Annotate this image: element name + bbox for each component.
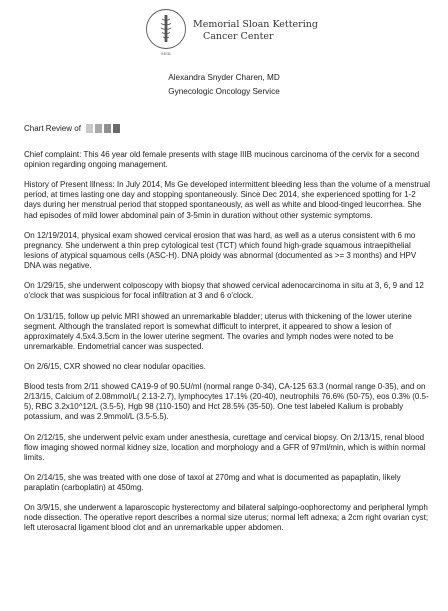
paragraph-mri: On 1/31/15, follow up pelvic MRI showed an unremarkable bladder; uterus with thickening of the lower uterine segment. Although the translated report is somewhat difficult to interpret, it appeared to show a lesion of approximately 4.5x4.3.5cm in the lower uterine segment. The ovaries and lymph nodes were noted to be unremarkable. Endometrial cancer was suspected.	[24, 311, 412, 351]
org-name	[193, 19, 318, 43]
author-name: Alexandra Snyder Charen, MD	[168, 73, 280, 82]
redaction-block	[95, 124, 102, 133]
logo-text: MSK	[161, 51, 171, 56]
msk-logo-icon	[145, 8, 187, 58]
redaction-block	[113, 124, 120, 133]
paragraph-cxr: On 2/6/15, CXR showed no clear nodular opacities.	[24, 361, 206, 371]
service-name: Gynecologic Oncology Service	[168, 87, 280, 96]
chart-review-label: Chart Review of	[24, 124, 81, 133]
org-name-line-2: Cancer Center	[203, 31, 274, 42]
paragraph-colposcopy: On 1/29/15, she underwent colposcopy with biopsy that showed cervical adenocarcinoma in situ at 3, 6, 9 and 12 o'clock that was suspicious for focal infiltration at 3 and 6 o'clock.	[24, 281, 424, 301]
paragraph-chemo: On 2/14/15, she was treated with one dose of taxol at 270mg and what is documented as papaplatin, likely paraplatin (carboplatin) at 450mg.	[24, 473, 401, 493]
paragraph-surgery: On 3/9/15, she underwent a laparoscopic hysterectomy and bilateral salpingo-oophorectomy and peripheral lymph node dissection. The operative report describes a normal size uterus; normal left adnexa; a 2cm right ovarian cyst; left uterosacral ligament blood clot and an unremarkable upper abdomen.	[24, 503, 429, 533]
paragraph-chief-complaint: Chief complaint: This 46 year old female presents with stage IIIB mucinous carcinoma of the cervix for a second opinion regarding ongoing management.	[24, 150, 420, 170]
paragraph-blood-tests: Blood tests from 2/11 showed CA19-9 of 90.5U/ml (normal range 0-34), CA-125 63.3 (normal range 0-35), and on 2/13/15, Calcium of 2.08mmol/L( 2.13-2.7), lymphocytes 17.1% (20-40), neutrophils 76.6% (50-75), eos 0.3% (0.5-5), RBC 3.2x10^12/L (3.5-5), Hgb 98 (110-150) and Hct 28.5% (35-50). One test labeled Kalium is probably potassium, and was 2.9mmol/L (3.5-5.5).	[24, 382, 429, 422]
redacted-name	[86, 124, 122, 135]
org-name-line-1: Memorial Sloan Kettering	[193, 19, 318, 30]
author-block	[0, 72, 448, 97]
redaction-block	[86, 124, 93, 133]
redaction-block	[104, 124, 111, 133]
paragraph-exam-12-19: On 12/19/2014, physical exam showed cervical erosion that was hard, as well as a uterus consistent with 6 mo pregnancy. She underwent a thin prep cytological test (TCT) which found high-grade squamous intraepithelial lesions of atypical squamous cells (ASC-H). DNA ploidy was abnormal (documented as >= 3 months) and HPV DNA was negative.	[24, 230, 417, 271]
paragraph-pelvic-exam: On 2/12/15, she underwent pelvic exam under anesthesia, curettage and cervical biopsy. On 2/13/15, renal blood flow imaging showed normal kidney size, location and morphology and a GFR of 97ml/min, which is within normal limits.	[24, 432, 426, 462]
chart-review-line	[24, 124, 122, 135]
paragraph-history: History of Present Illness: In July 2014, Ms Ge developed intermittent bleeding less than the volume of a menstrual period, at times lasting one day and stopping spontaneously. Since Dec 2014, she experienced spotting for 1-2 days during her menstrual period that stopped spontaneously, as well as white and blood-tinged leucorrhea. She had episodes of mild lower abdominal pain of 3-5min in duration without other systemic symptoms.	[24, 180, 430, 220]
document-body	[24, 150, 434, 544]
